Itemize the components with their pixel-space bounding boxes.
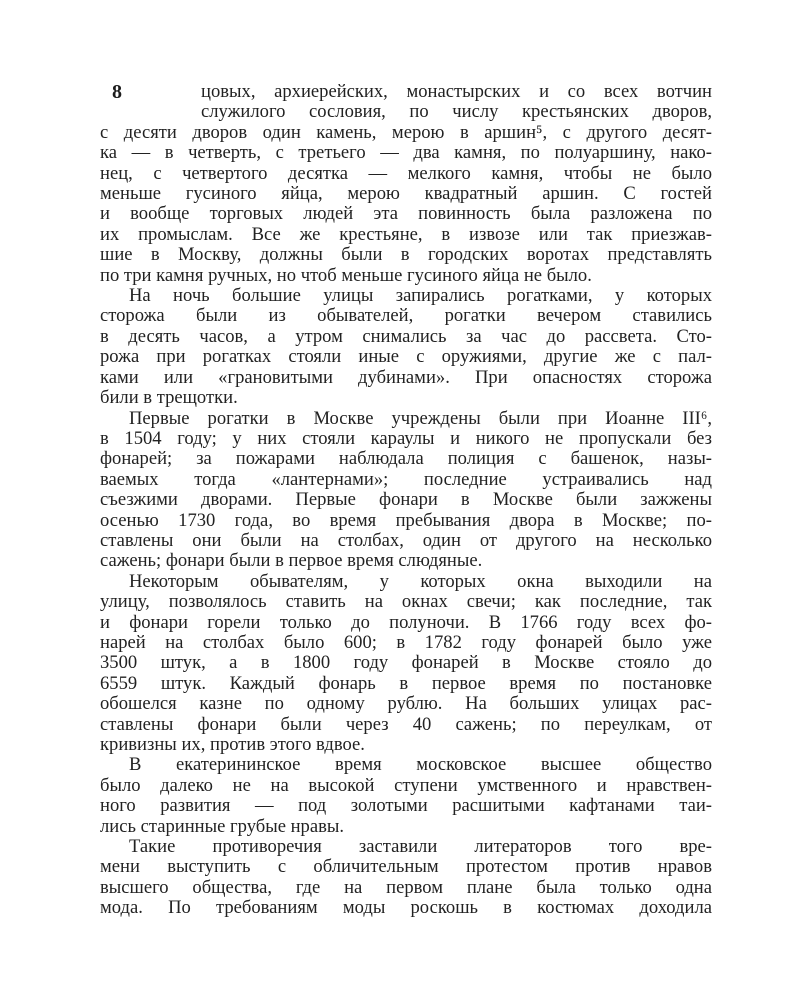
text-line: мени выступить с обличительным протестом против нравов: [100, 856, 712, 878]
text-line: фонарей; за пожарами наблюдала полиция с башенок, назы-: [100, 448, 712, 470]
text-line: ками или «грановитыми дубинами». При опасностях сторожа: [100, 366, 712, 388]
page-number: 8: [112, 81, 122, 103]
text-line: Первые рогатки в Москве учреждены были при Иоанне III⁶,: [129, 407, 712, 429]
text-line: нец, с четвертого десятка — мелкого камня, чтобы не было: [100, 162, 712, 184]
text-line: их промыслам. Все же крестьяне, в извозе или так приезжав-: [100, 223, 712, 245]
text-line: кривизны их, против этого вдвое.: [100, 734, 365, 755]
text-line: ного развития — под золотыми расшитыми кафтанами таи-: [100, 795, 712, 817]
text-line: шие в Москву, должны были в городских воротах представлять: [100, 244, 712, 266]
paragraph: [100, 409, 712, 572]
paragraph: [100, 286, 712, 408]
text-line: в 1504 году; у них стояли караулы и никого не пропускали без: [100, 427, 712, 449]
text-line: нарей на столбах было 600; в 1782 году фонарей было уже: [100, 631, 712, 653]
text-line: били в трещотки.: [100, 387, 238, 409]
text-line: 6559 штук. Каждый фонарь в первое время по постановке: [100, 672, 712, 694]
text-line: ваемых тогда «лантернами»; последние устраивались над: [100, 468, 712, 490]
text-line: и вообще торговых людей эта повинность была разложена по: [100, 203, 712, 225]
text-line: В екатерининское время московское высшее общество: [129, 754, 712, 776]
text-line: лись старинные грубые нравы.: [100, 815, 345, 837]
text-line: осенью 1730 года, во время пребывания двора в Москве; по-: [100, 509, 712, 531]
text-line: по три камня ручных, но чтоб меньше гусиного яйца не было.: [100, 264, 592, 286]
text-line: Такие противоречия заставили литераторов того вре-: [129, 836, 712, 858]
paragraph: [100, 572, 712, 756]
text-block: [100, 82, 712, 919]
text-line: ставлены они были на столбах, один от другого на несколько: [100, 529, 712, 551]
paragraph: [100, 755, 712, 837]
text-line: улицу, позволялось ставить на окнах свечи; как последние, так: [100, 591, 712, 613]
text-line: ка — в четверть, с третьего — два камня, по полуаршину, нако-: [100, 142, 712, 164]
text-line: и фонари горели только до полуночи. В 1766 году всех фо-: [100, 611, 712, 633]
text-line: На ночь большие улицы запирались рогатками, у которых: [129, 285, 712, 307]
text-line: сторожа были из обывателей, рогатки вечером ставились: [100, 305, 712, 327]
text-line: сажень; фонари были в первое время слюдяные.: [100, 550, 483, 572]
text-line: 3500 штук, а в 1800 году фонарей в Москве стояло до: [100, 652, 712, 674]
text-line: съезжими дворами. Первые фонари в Москве были зажжены: [100, 489, 712, 511]
text-line: Некоторым обывателям, у которых окна выходили на: [129, 570, 712, 592]
text-line: служилого сословия, по числу крестьянских дворов,: [201, 101, 712, 123]
text-line: меньше гусиного яйца, мерою квадратный аршин. С гостей: [100, 183, 712, 205]
text-line: цовых, архиерейских, монастырских и со всех вотчин: [201, 81, 712, 102]
text-line: обошелся казне по одному рублю. На больших улицах рас-: [100, 693, 712, 715]
text-line: ставлены фонари были через 40 сажень; по переулкам, от: [100, 713, 712, 735]
text-line: рожа при рогатках стояли иные с оружиями, другие же с пал-: [100, 346, 712, 368]
paragraph: [100, 837, 712, 919]
text-line: мода. По требованиям моды роскошь в костюмах доходила: [100, 897, 712, 919]
text-line: было далеко не на высокой ступени умственного и нравствен-: [100, 774, 712, 796]
text-line: высшего общества, где на первом плане была только одна: [100, 876, 712, 898]
text-line: в десять часов, а утром снимались за час до рассвета. Сто-: [100, 325, 712, 347]
text-line: с десяти дворов один камень, мерою в аршин⁵, с другого десят-: [100, 121, 712, 143]
paragraph: [100, 82, 712, 286]
